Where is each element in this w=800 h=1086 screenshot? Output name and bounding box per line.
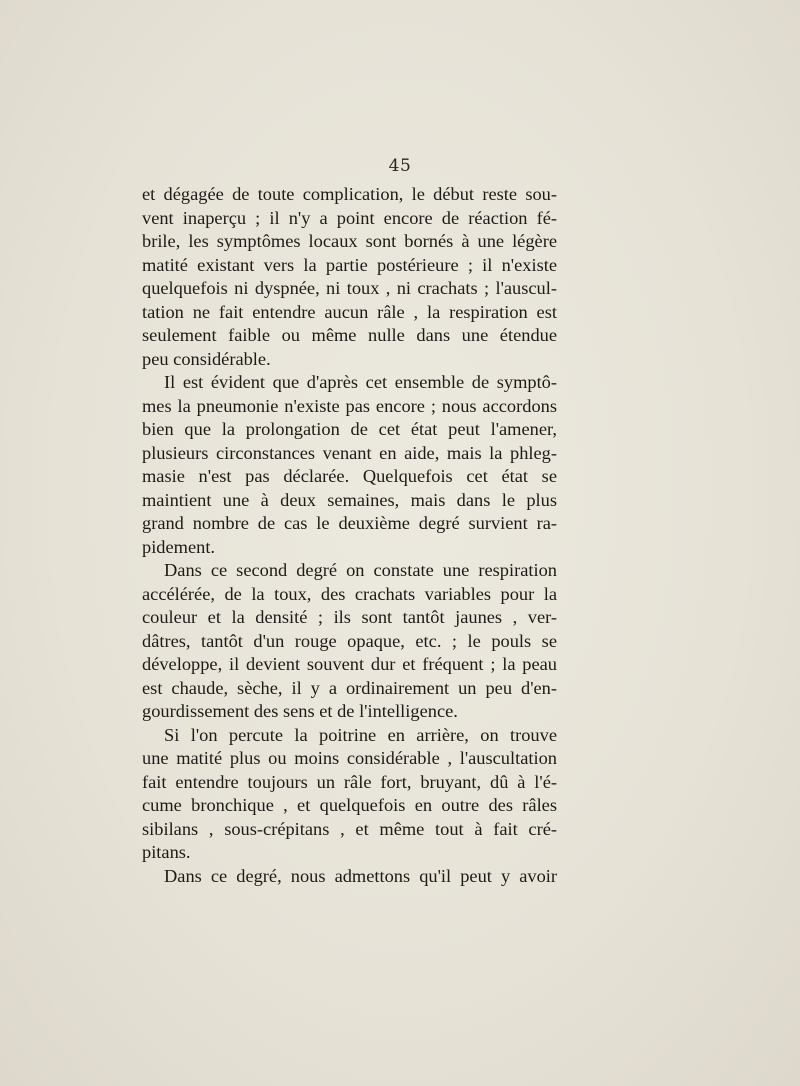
text-line: sibilans , sous-crépitans , et même tout à fait cré- <box>142 818 557 839</box>
text-line: développe, il devient souvent dur et fréquent ; la peau <box>142 654 557 674</box>
text-line: matité existant vers la partie postérieure ; il n'existe <box>142 254 557 275</box>
text-line: Si l'on percute la poitrine en arrière, on trouve <box>164 724 557 745</box>
text-line: plusieurs circonstances venant en aide, mais la phleg- <box>142 442 557 463</box>
text-line: mes la pneumonie n'existe pas encore ; nous accordons <box>142 395 557 416</box>
text-line: quelquefois ni dyspnée, ni toux , ni crachats ; l'auscul- <box>142 278 557 298</box>
text-line: bien que la prolongation de cet état peut l'amener, <box>142 419 557 439</box>
paragraph <box>142 724 557 865</box>
text-line: Dans ce degré, nous admettons qu'il peut y avoir <box>164 865 557 886</box>
text-line: dâtres, tantôt d'un rouge opaque, etc. ; le pouls se <box>142 630 557 651</box>
text-line: cume bronchique , et quelquefois en outre des râles <box>142 795 557 815</box>
text-line: couleur et la densité ; ils sont tantôt jaunes , ver- <box>142 607 557 627</box>
paragraph <box>142 183 557 371</box>
text-line: et dégagée de toute complication, le début reste sou- <box>142 184 557 204</box>
paragraph <box>142 371 557 559</box>
page-number: 45 <box>388 156 412 176</box>
text-line: pidement. <box>142 536 216 557</box>
text-line: une matité plus ou moins considérable , l'auscultation <box>142 748 557 768</box>
text-line: est chaude, sèche, il y a ordinairement un peu d'en- <box>142 677 557 698</box>
text-line: accélérée, de la toux, des crachats variables pour la <box>142 583 557 604</box>
text-line: peu considérable. <box>142 348 271 369</box>
text-line: Il est évident que d'après cet ensemble de symptô- <box>164 372 557 392</box>
paragraph <box>142 559 557 724</box>
paragraph <box>142 865 557 889</box>
text-line: tation ne fait entendre aucun râle , la respiration est <box>142 301 557 322</box>
text-line: Dans ce second degré on constate une respiration <box>164 560 557 580</box>
text-line: brile, les symptômes locaux sont bornés à une légère <box>142 231 557 251</box>
text-line: gourdissement des sens et de l'intelligence. <box>142 701 458 721</box>
text-line: grand nombre de cas le deuxième degré survient ra- <box>142 513 557 533</box>
body-text <box>142 183 557 888</box>
text-line: vent inaperçu ; il n'y a point encore de réaction fé- <box>142 207 557 228</box>
text-line: fait entendre toujours un râle fort, bruyant, dû à l'é- <box>142 771 557 792</box>
text-line: maintient une à deux semaines, mais dans le plus <box>142 489 557 510</box>
text-line: seulement faible ou même nulle dans une étendue <box>142 325 557 345</box>
text-line: pitans. <box>142 842 191 862</box>
text-line: masie n'est pas déclarée. Quelquefois cet état se <box>142 466 557 486</box>
